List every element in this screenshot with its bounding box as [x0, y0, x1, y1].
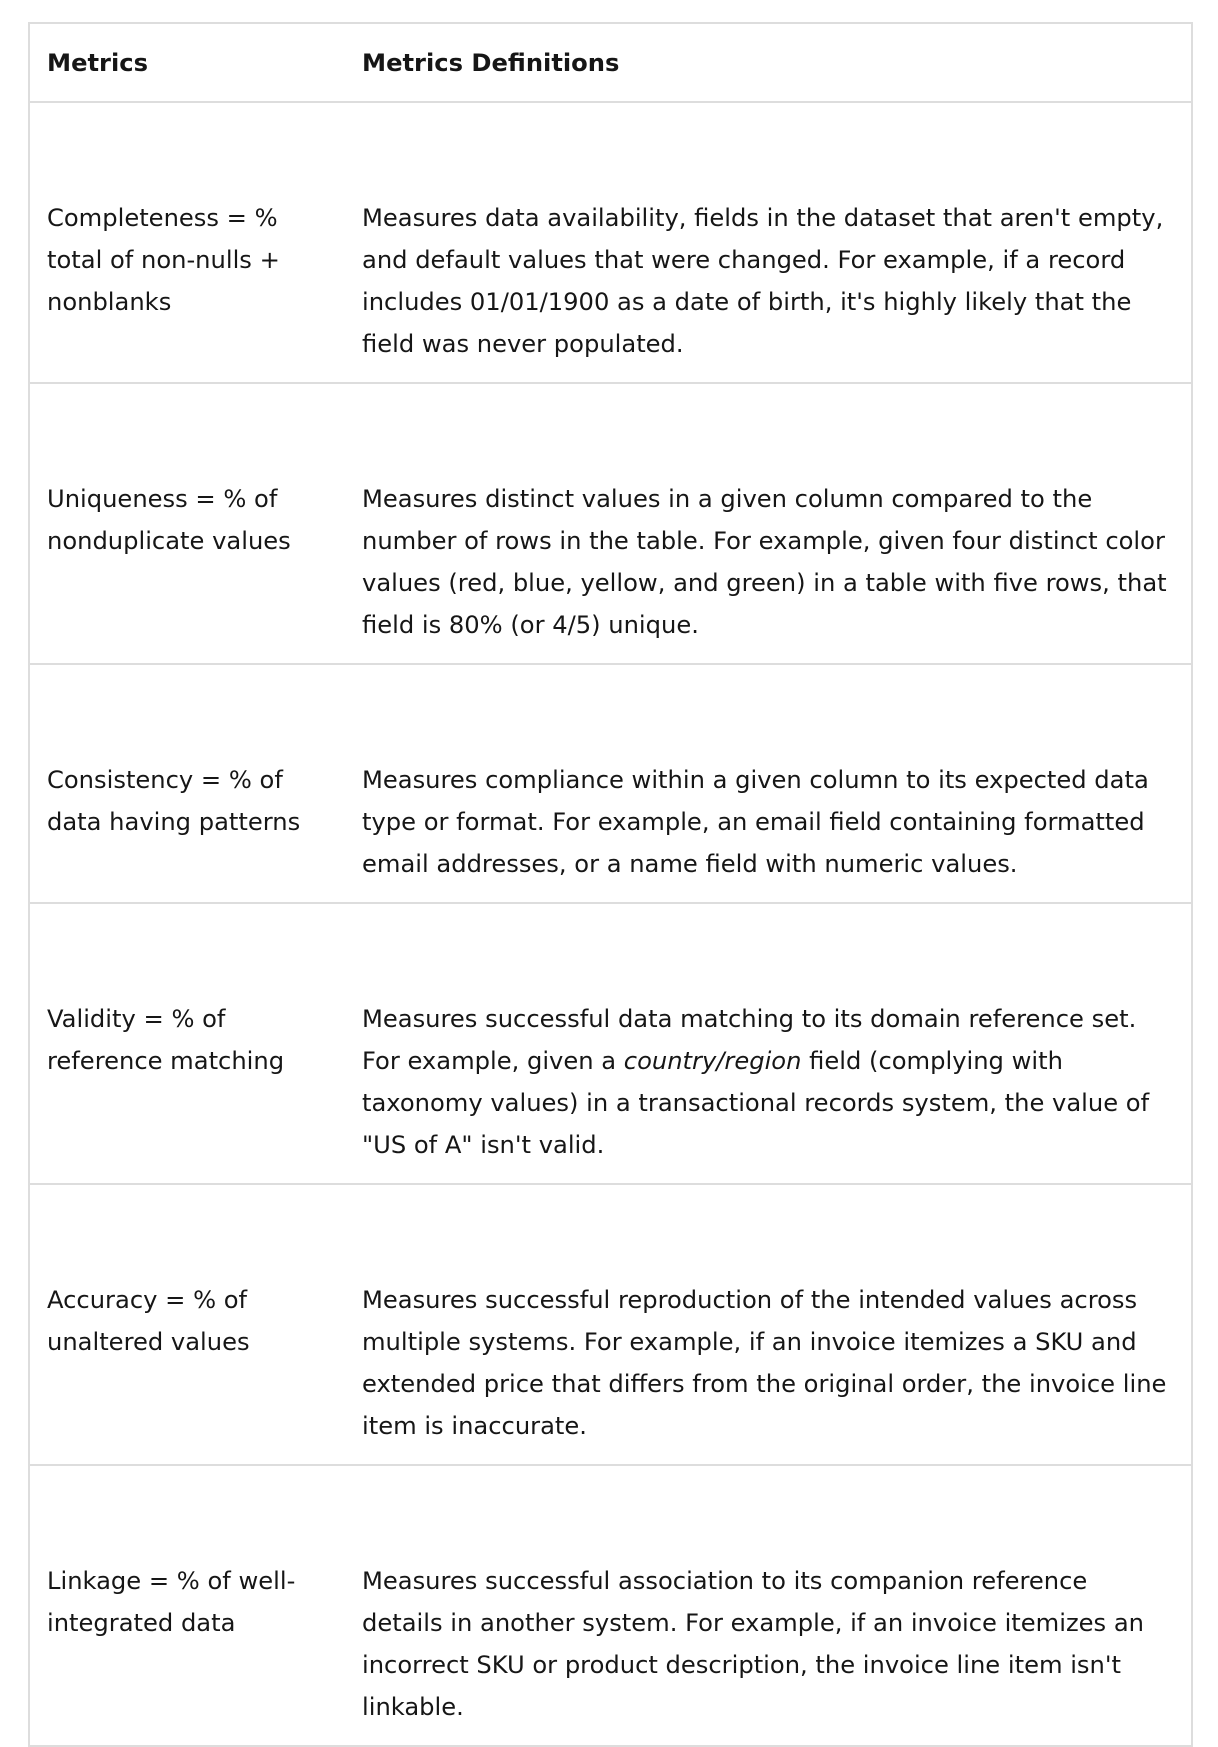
metric-cell: Consistency = % of data having patterns — [29, 664, 345, 903]
definition-text: Measures distinct values in a given column compared to the number of rows in the table. For example, given four distinct color values (red, blue, yellow, and green) in a table with five rows, that field is 80% (or 4/5) unique. — [362, 485, 1167, 639]
header-metrics-definitions: Metrics Definitions — [345, 23, 1192, 102]
definition-text: field (complying with taxonomy values) in a transactional records system, the value of "US of A" isn't valid. — [362, 1047, 1150, 1159]
definition-text: Measures successful data matching to its domain reference set. For example, given a — [362, 1005, 1137, 1075]
table-body — [29, 102, 1192, 1746]
table-row — [29, 903, 1192, 1184]
definition-cell — [345, 102, 1192, 383]
definition-text: Measures successful association to its companion reference details in another system. For example, if an invoice itemizes an incorrect SKU or product description, the invoice line item isn't linkable. — [362, 1567, 1144, 1721]
metric-cell: Completeness = % total of non-nulls + nonblanks — [29, 102, 345, 383]
definition-text: Measures data availability, fields in the dataset that aren't empty, and default values that were changed. For example, if a record includes 01/01/1900 as a date of birth, it's highly likely that the field was never populated. — [362, 204, 1164, 358]
definition-text: Measures compliance within a given column to its expected data type or format. For example, an email field containing formatted email addresses, or a name field with numeric values. — [362, 766, 1149, 878]
table-row — [29, 1465, 1192, 1746]
table-header — [29, 23, 1192, 102]
table-row — [29, 383, 1192, 664]
definition-cell — [345, 903, 1192, 1184]
header-metrics: Metrics — [29, 23, 345, 102]
definition-emphasis: country/region — [623, 1047, 802, 1075]
table-row — [29, 102, 1192, 383]
metrics-table — [28, 22, 1193, 1747]
metric-cell: Linkage = % of well-integrated data — [29, 1465, 345, 1746]
metric-cell: Accuracy = % of unaltered values — [29, 1184, 345, 1465]
definition-cell — [345, 1184, 1192, 1465]
definition-cell — [345, 664, 1192, 903]
definition-cell — [345, 383, 1192, 664]
header-row — [29, 23, 1192, 102]
definition-cell — [345, 1465, 1192, 1746]
metric-cell: Uniqueness = % of nonduplicate values — [29, 383, 345, 664]
definition-text: Measures successful reproduction of the intended values across multiple systems. For example, if an invoice itemizes a SKU and extended price that differs from the original order, the invoice line item is inaccurate. — [362, 1286, 1167, 1440]
table-row — [29, 1184, 1192, 1465]
metric-cell: Validity = % of reference matching — [29, 903, 345, 1184]
table-row — [29, 664, 1192, 903]
